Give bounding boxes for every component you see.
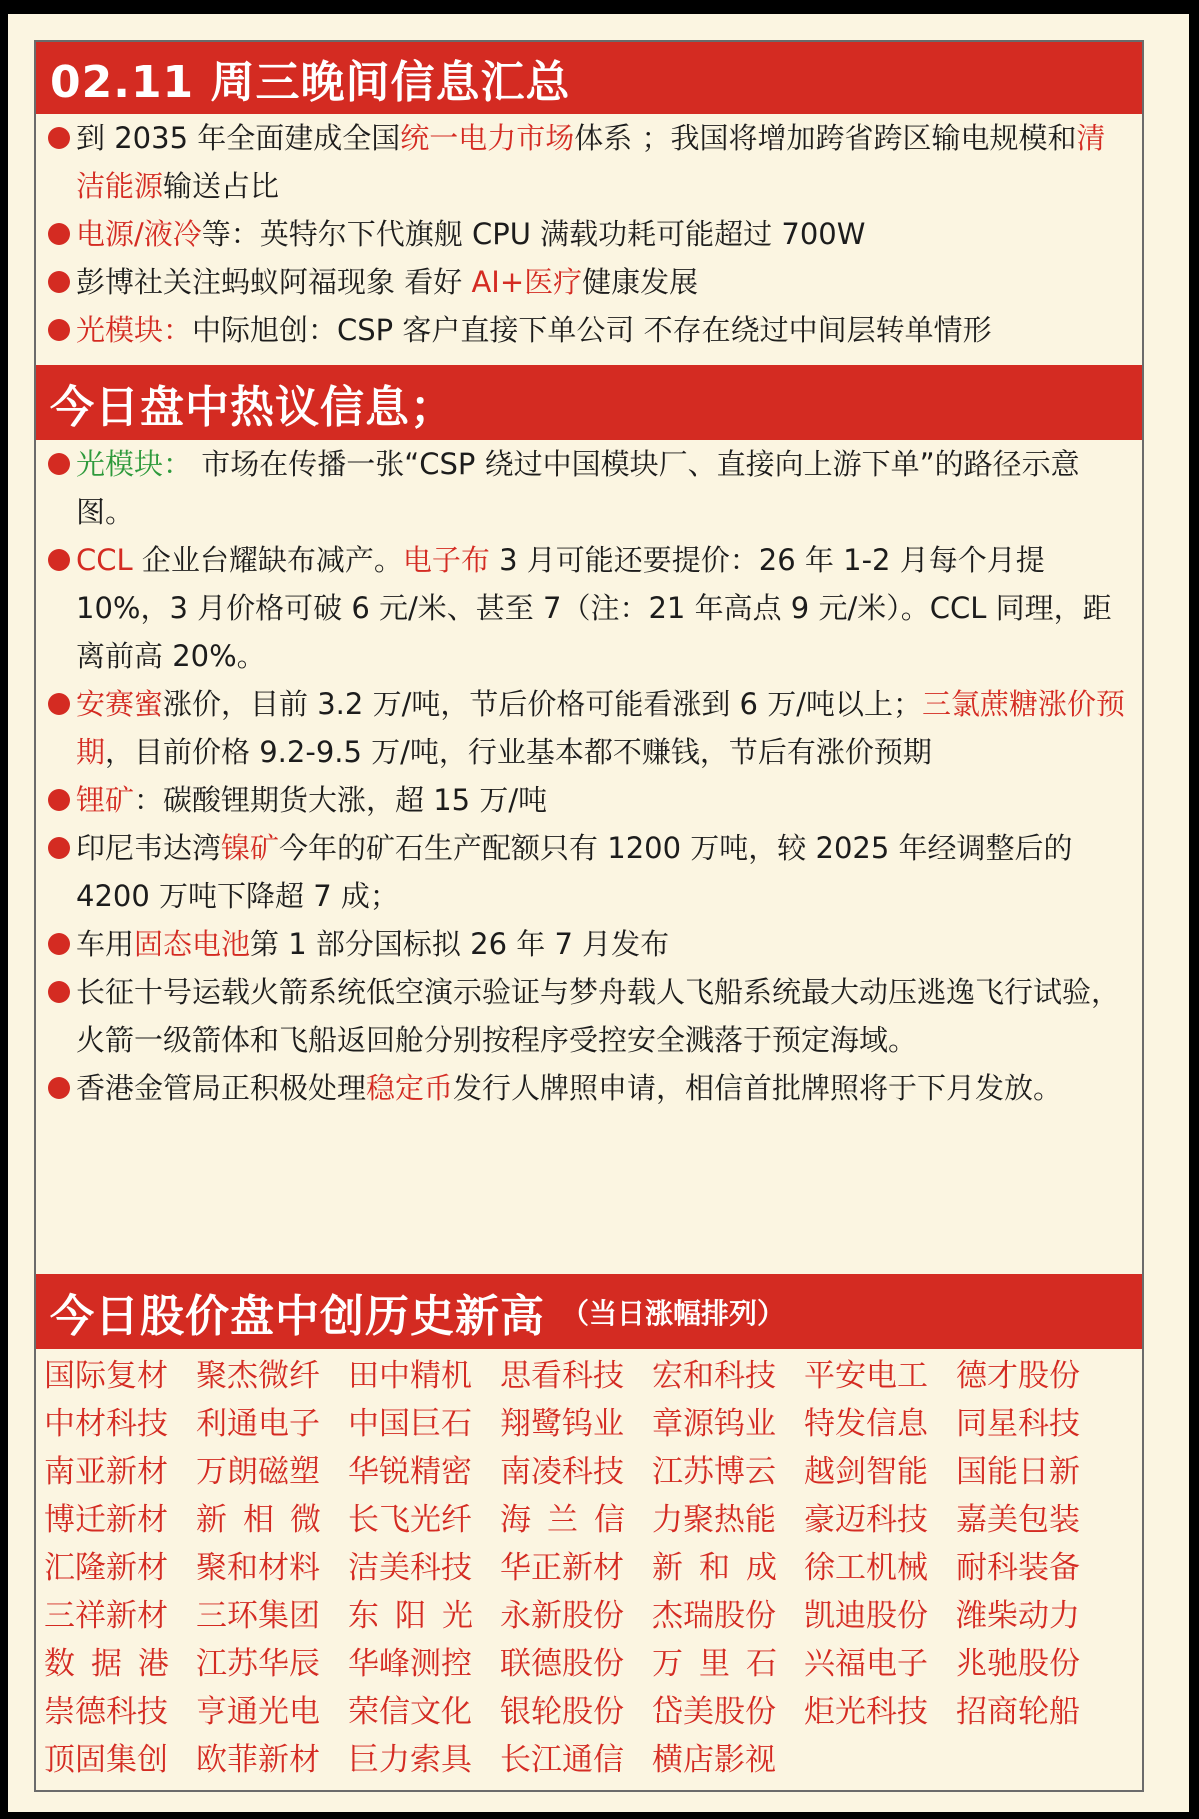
item-highlight: 光模块： <box>76 313 193 347</box>
stock-name: 耐科装备 <box>956 1550 1080 1586</box>
item-highlight: 清洁能源 <box>76 121 1106 203</box>
stock-name: 新和成 <box>652 1550 793 1586</box>
item-text: ：碳酸锂期货大涨，超 15 万/吨 <box>134 783 548 817</box>
list-item <box>46 1064 1132 1112</box>
item-text: 涨价，目前 3.2 万/吨，节后价格可能看涨到 6 万/吨以上； <box>163 687 923 721</box>
stock-name: 国际复材 <box>44 1358 168 1394</box>
bullet-dot-icon <box>48 1077 70 1099</box>
stock-name: 新相微 <box>196 1502 337 1538</box>
stock-name: 万里石 <box>652 1646 793 1682</box>
stock-name: 崇德科技 <box>44 1694 168 1730</box>
item-text: 今年的矿石生产配额只有 1200 万吨，较 2025 年经调整后的 4200 万吨下降超 7 成； <box>76 831 1073 913</box>
content-panel <box>34 40 1144 1792</box>
stock-name: 聚和材料 <box>196 1550 320 1586</box>
item-text: ，目前价格 9.2-9.5 万/吨，行业基本都不赚钱，节后有涨价预期 <box>105 735 932 769</box>
item-text: 发行人牌照申请，相信首批牌照将于下月发放。 <box>453 1071 1063 1105</box>
stock-name: 洁美科技 <box>348 1550 472 1586</box>
stock-name: 三祥新材 <box>44 1598 168 1634</box>
stock-name: 潍柴动力 <box>956 1598 1080 1634</box>
list-item <box>46 258 1132 306</box>
item-highlight: 镍矿 <box>221 831 280 865</box>
list-item <box>46 210 1132 258</box>
stock-name: 万朗磁塑 <box>196 1454 320 1490</box>
item-text: 中际旭创：CSP 客户直接下单公司 不存在绕过中间层转单情形 <box>192 313 992 347</box>
stock-name: 宏和科技 <box>652 1358 776 1394</box>
stock-name: 长江通信 <box>500 1742 624 1778</box>
item-text: 印尼韦达湾 <box>76 831 222 865</box>
stock-name: 南凌科技 <box>500 1454 624 1490</box>
stock-name: 华峰测控 <box>348 1646 472 1682</box>
stock-name: 联德股份 <box>500 1646 624 1682</box>
stock-name: 荣信文化 <box>348 1694 472 1730</box>
stock-name: 汇隆新材 <box>44 1550 168 1586</box>
item-highlight: 安赛蜜 <box>76 687 164 721</box>
stock-name: 南亚新材 <box>44 1454 168 1490</box>
bullet-dot-icon <box>48 693 70 715</box>
item-highlight: AI+医疗 <box>471 265 583 299</box>
stock-name: 国能日新 <box>956 1454 1080 1490</box>
stock-name: 炬光科技 <box>804 1694 928 1730</box>
item-highlight: 三氯蔗糖涨价预期 <box>76 687 1126 769</box>
stock-name: 豪迈科技 <box>804 1502 928 1538</box>
list-item <box>46 114 1132 210</box>
list-item <box>46 306 1132 354</box>
section-header-record-highs <box>36 1274 1142 1349</box>
section-title: 02.11 周三晚间信息汇总 <box>50 57 571 108</box>
stock-name: 江苏华辰 <box>196 1646 320 1682</box>
list-item <box>46 536 1132 680</box>
stock-name: 岱美股份 <box>652 1694 776 1730</box>
section-header-evening-summary <box>36 42 1142 114</box>
stock-name: 兆驰股份 <box>956 1646 1080 1682</box>
stock-name: 华锐精密 <box>348 1454 472 1490</box>
item-text: 输送占比 <box>163 169 280 203</box>
stock-name: 同星科技 <box>956 1406 1080 1442</box>
list-item <box>46 824 1132 920</box>
bullet-dot-icon <box>48 981 70 1003</box>
item-highlight: 固态电池 <box>134 927 251 961</box>
bullet-dot-icon <box>48 223 70 245</box>
stock-name: 横店影视 <box>652 1742 776 1778</box>
list-item <box>46 920 1132 968</box>
list-item <box>46 776 1132 824</box>
item-text: 长征十号运载火箭系统低空演示验证与梦舟载人飞船系统最大动压逃逸飞行试验，火箭一级箭体和飞船返回舱分别按程序受控安全溅落于预定海域。 <box>76 975 1121 1057</box>
hot-topics-list <box>46 440 1132 1112</box>
stock-name: 徐工机械 <box>804 1550 928 1586</box>
stock-name: 招商轮船 <box>956 1694 1080 1730</box>
stock-name: 银轮股份 <box>500 1694 624 1730</box>
list-item <box>46 680 1132 776</box>
evening-summary-list <box>46 114 1132 354</box>
stock-name: 利通电子 <box>196 1406 320 1442</box>
stock-name: 田中精机 <box>348 1358 472 1394</box>
item-text: 3 月可能还要提价：26 年 1-2 月每个月提 10%，3 月价格可破 6 元/米、甚至 7（注：21 年高点 9 元/米）。CCL 同理，距离前高 20%。 <box>76 543 1112 673</box>
stock-name: 兴福电子 <box>804 1646 928 1682</box>
item-highlight: 光模块： <box>76 447 193 481</box>
item-highlight: 电子布 <box>402 543 490 577</box>
stock-name: 翔鹭钨业 <box>500 1406 624 1442</box>
section-header-hot-topics <box>36 365 1142 440</box>
list-item <box>46 440 1132 536</box>
item-highlight: 锂矿 <box>76 783 135 817</box>
stock-name: 特发信息 <box>804 1406 928 1442</box>
stock-name: 中国巨石 <box>348 1406 472 1442</box>
item-text: 市场在传播一张“CSP 绕过中国模块厂、直接向上游下单”的路径示意图。 <box>76 447 1080 529</box>
stock-name: 三环集团 <box>196 1598 320 1634</box>
stock-name: 杰瑞股份 <box>652 1598 776 1634</box>
stock-name: 凯迪股份 <box>804 1598 928 1634</box>
top-bar <box>0 0 1199 14</box>
stock-name: 嘉美包装 <box>956 1502 1080 1538</box>
bullet-dot-icon <box>48 549 70 571</box>
item-highlight: 稳定币 <box>366 1071 454 1105</box>
bullet-dot-icon <box>48 453 70 475</box>
stock-name: 博迁新材 <box>44 1502 168 1538</box>
bullet-dot-icon <box>48 933 70 955</box>
stock-name: 德才股份 <box>956 1358 1080 1394</box>
bullet-dot-icon <box>48 271 70 293</box>
item-text: 等：英特尔下代旗舰 CPU 满载功耗可能超过 700W <box>201 217 866 251</box>
item-highlight: 电源/液冷 <box>76 217 202 251</box>
section-title: 今日股价盘中创历史新高 <box>50 1290 545 1342</box>
stock-name: 海兰信 <box>500 1502 641 1538</box>
stock-name: 华正新材 <box>500 1550 624 1586</box>
record-high-stock-grid <box>44 1352 1140 1784</box>
list-item <box>46 968 1132 1064</box>
stock-name: 越剑智能 <box>804 1454 928 1490</box>
stock-name: 东阳光 <box>348 1598 489 1634</box>
stock-name: 力聚热能 <box>652 1502 776 1538</box>
item-text: 体系 ；我国将增加跨省跨区输电规模和 <box>574 121 1077 155</box>
stock-name: 平安电工 <box>804 1358 928 1394</box>
stock-name: 聚杰微纤 <box>196 1358 320 1394</box>
item-text: 车用 <box>76 927 135 961</box>
stock-name: 永新股份 <box>500 1598 624 1634</box>
bullet-dot-icon <box>48 789 70 811</box>
section-title: 今日盘中热议信息； <box>50 381 455 433</box>
stock-name: 数据港 <box>44 1646 185 1682</box>
item-highlight: CCL <box>76 543 142 577</box>
stock-name: 章源钨业 <box>652 1406 776 1442</box>
bullet-dot-icon <box>48 319 70 341</box>
stock-name: 欧菲新材 <box>196 1742 320 1778</box>
stock-name: 顶固集创 <box>44 1742 168 1778</box>
item-text: 第 1 部分国标拟 26 年 7 月发布 <box>250 927 670 961</box>
item-text: 健康发展 <box>582 265 699 299</box>
item-text: 香港金管局正积极处理 <box>76 1071 367 1105</box>
stock-name: 中材科技 <box>44 1406 168 1442</box>
item-text: 企业台耀缺布减产。 <box>141 543 403 577</box>
item-highlight: 统一电力市场 <box>400 121 575 155</box>
bullet-dot-icon <box>48 837 70 859</box>
section-subtitle: （当日涨幅排列） <box>561 1296 786 1330</box>
stock-name: 长飞光纤 <box>348 1502 472 1538</box>
item-text: 到 2035 年全面建成全国 <box>76 121 401 155</box>
stock-name: 江苏博云 <box>652 1454 776 1490</box>
bullet-dot-icon <box>48 127 70 149</box>
stock-name: 巨力索具 <box>348 1742 472 1778</box>
stock-name: 亨通光电 <box>196 1694 320 1730</box>
stock-name: 思看科技 <box>500 1358 624 1394</box>
item-text: 彭博社关注蚂蚁阿福现象 看好 <box>76 265 472 299</box>
